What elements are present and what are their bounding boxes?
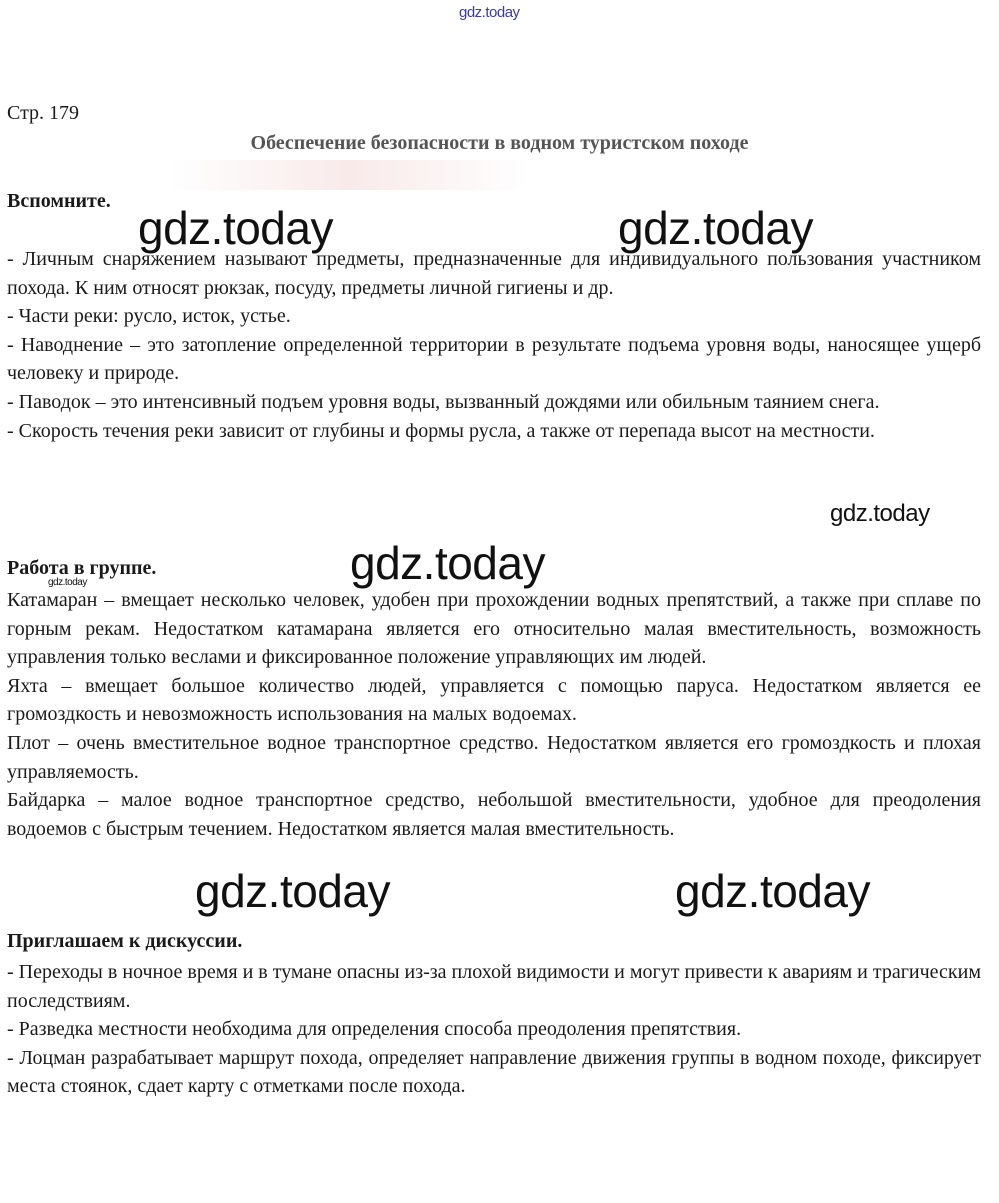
group-item: Катамаран – вмещает несколько человек, удобен при прохождении водных препятствий, а также при сплаве по горным рекам. Недостатком катамарана является его относительно малая вместительность, возможность управления только веслами и фиксированное положение управляющих им людей. [7,589,981,669]
remember-item: - Наводнение – это затопление определенной территории в результате подъема уровня воды, наносящее ущерб человеку и природе. [7,333,981,385]
group-item: Байдарка – малое водное транспортное средство, небольшой вместительности, удобное для преодоления водоемов с быстрым течением. Недостатком является малая вместительность. [7,789,981,840]
remember-item: - Личным снаряжением называют предметы, предназначенные для индивидуального пользования участником похода. К ним относят рюкзак, посуду, предметы личной гигиены и др. [7,248,981,299]
watermark-top: gdz.today [459,4,520,21]
remember-item: - Скорость течения реки зависит от глубины и формы русла, а также от перепада высот на местности. [7,419,875,442]
remember-heading: Вспомните. [7,190,111,212]
discussion-item: - Лоцман разрабатывает маршрут похода, определяет направление движения группы в водном походе, фиксирует места стоянок, сдает карту с отметками после похода. [7,1046,981,1098]
watermark-overlay: gdz.today [195,865,390,917]
group-list [7,586,981,843]
watermark-overlay: gdz.today [48,577,87,588]
group-heading: Работа в группе. [7,557,157,579]
remember-list [7,245,981,445]
remember-item: - Части реки: русло, исток, устье. [7,305,291,328]
page-title: Обеспечение безопасности в водном туристском походе [250,132,749,154]
discussion-list [7,958,981,1101]
watermark-overlay: gdz.today [675,865,870,917]
watermark-overlay: gdz.today [350,537,545,589]
watermark-overlay: gdz.today [830,500,930,527]
group-item: Плот – очень вместительное водное транспортное средство. Недостатком является его громоздкость и плохая управляемость. [7,731,981,783]
remember-item: - Паводок – это интенсивный подъем уровня воды, вызванный дождями или обильным таянием снега. [7,390,880,413]
group-item: Яхта – вмещает большое количество людей, управляется с помощью паруса. Недостатком является ее громоздкость и невозможность использования на малых водоемах. [7,674,981,726]
discussion-item: - Разведка местности необходима для определения способа преодоления препятствия. [7,1018,742,1041]
watermark-overlay: gdz.today [138,202,333,254]
title-smudge [170,160,530,190]
discussion-heading: Приглашаем к дискуссии. [7,930,243,952]
discussion-item: - Переходы в ночное время и в тумане опасны из-за плохой видимости и могут привести к авариям и трагическим последствиям. [7,961,981,1012]
page-number: Стр. 179 [7,102,80,124]
watermark-overlay: gdz.today [618,202,813,254]
